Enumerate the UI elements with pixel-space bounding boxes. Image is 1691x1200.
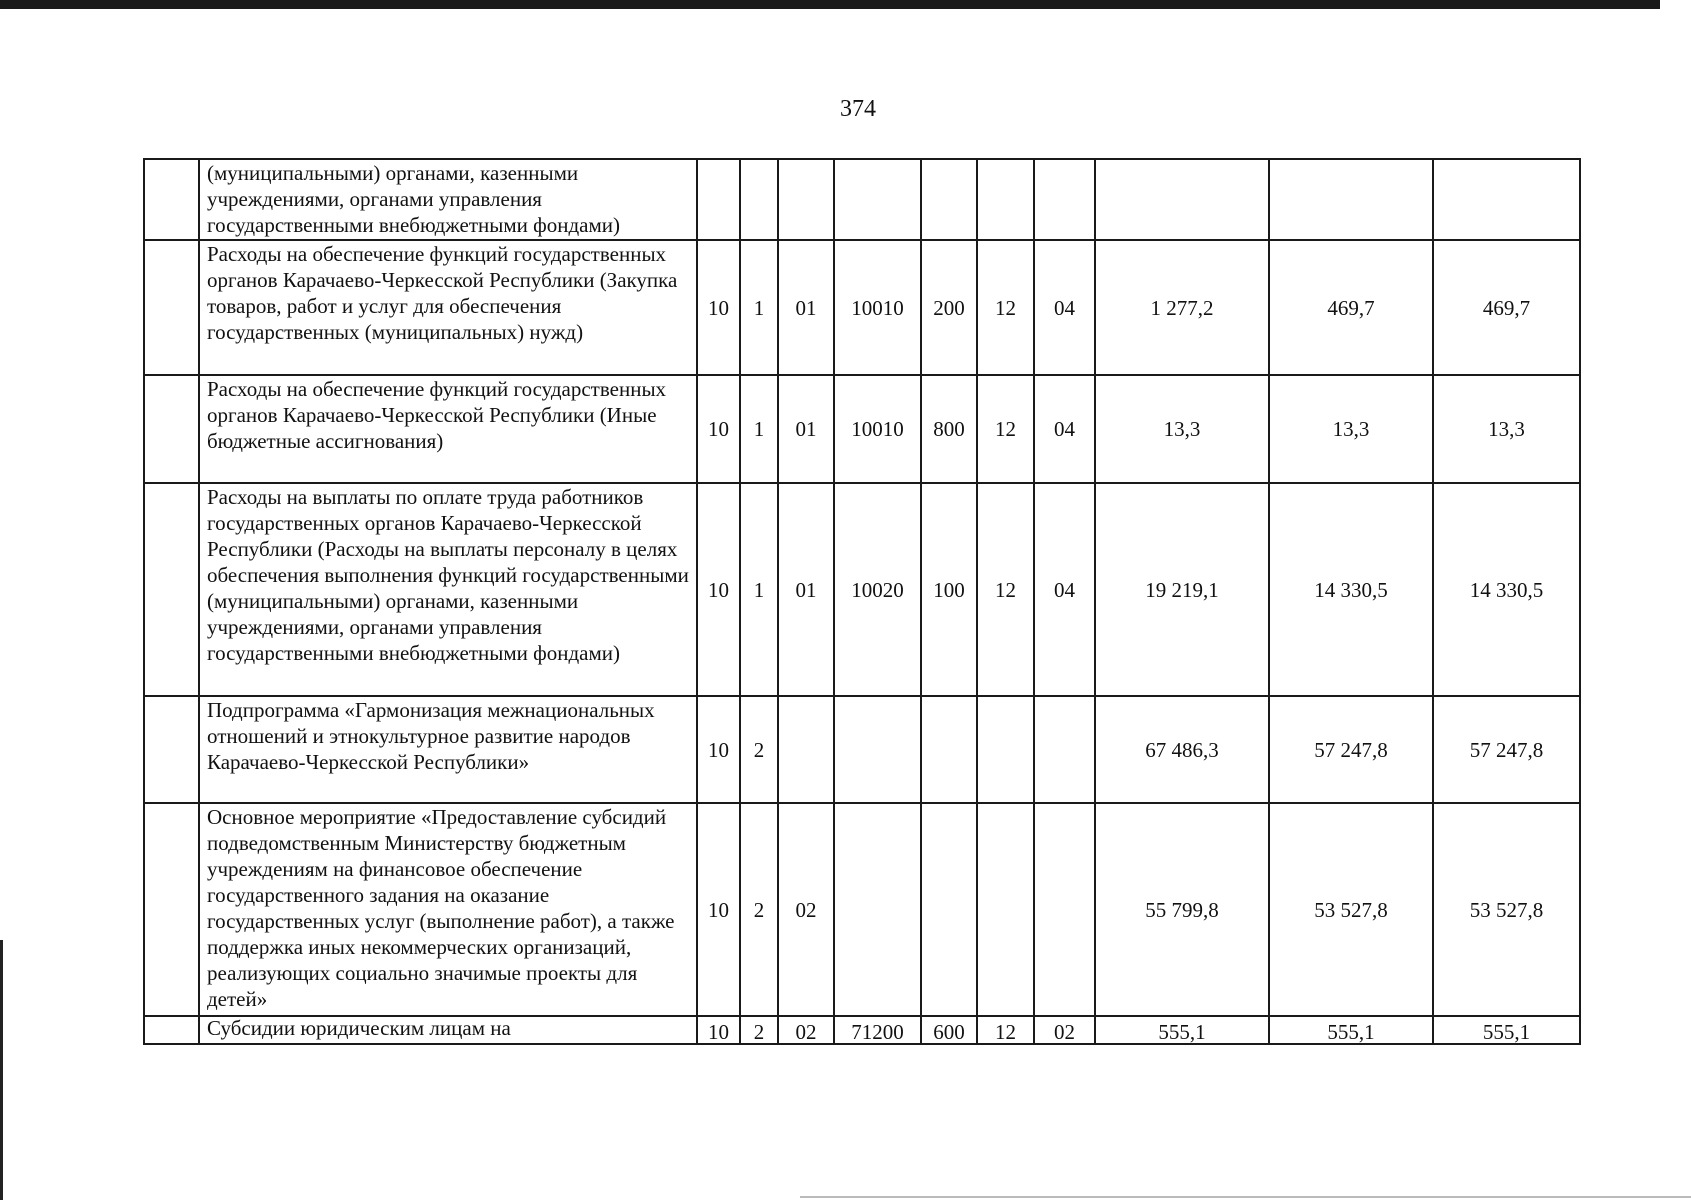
budget-table-body xyxy=(144,159,1580,1044)
row-number-cell xyxy=(144,1016,199,1044)
code-cell: 100 xyxy=(921,483,977,696)
code-cell xyxy=(778,159,834,240)
row-number-cell xyxy=(144,375,199,483)
code-cell xyxy=(834,159,921,240)
code-cell: 10020 xyxy=(834,483,921,696)
amount-cell: 53 527,8 xyxy=(1269,803,1433,1016)
row-number-cell xyxy=(144,159,199,240)
code-cell: 01 xyxy=(778,375,834,483)
scan-top-border xyxy=(0,0,1660,9)
code-cell: 12 xyxy=(977,483,1034,696)
code-cell xyxy=(1034,159,1095,240)
row-number-cell xyxy=(144,240,199,375)
amount-cell: 14 330,5 xyxy=(1269,483,1433,696)
row-description: (муниципальными) органами, казенными учреждениями, органами управления государственными внебюджетными фондами) xyxy=(199,159,697,240)
budget-table xyxy=(143,158,1581,1045)
amount-cell xyxy=(1095,159,1269,240)
amount-cell: 19 219,1 xyxy=(1095,483,1269,696)
row-description: Расходы на выплаты по оплате труда работников государственных органов Карачаево-Черкесской Республики (Расходы на выплаты персоналу в целях обеспечения выполнения функций государственными (муниципальными) органами, казенными учреждениями, органами управления государственными внебюджетными фондами) xyxy=(199,483,697,696)
code-cell xyxy=(834,696,921,803)
row-description: Субсидии юридическим лицам на xyxy=(199,1016,697,1044)
amount-cell: 555,1 xyxy=(1433,1016,1580,1044)
amount-cell: 53 527,8 xyxy=(1433,803,1580,1016)
code-cell xyxy=(1034,696,1095,803)
code-cell: 10 xyxy=(697,240,740,375)
table-row xyxy=(144,483,1580,696)
code-cell: 1 xyxy=(740,375,778,483)
code-cell: 600 xyxy=(921,1016,977,1044)
code-cell xyxy=(977,159,1034,240)
code-cell: 10010 xyxy=(834,375,921,483)
table-row xyxy=(144,803,1580,1016)
row-number-cell xyxy=(144,696,199,803)
table-row xyxy=(144,240,1580,375)
row-number-cell xyxy=(144,483,199,696)
scan-bottom-edge xyxy=(800,1196,1691,1198)
table-row xyxy=(144,696,1580,803)
code-cell: 2 xyxy=(740,696,778,803)
amount-cell: 555,1 xyxy=(1269,1016,1433,1044)
amount-cell: 13,3 xyxy=(1269,375,1433,483)
code-cell xyxy=(697,159,740,240)
amount-cell: 469,7 xyxy=(1269,240,1433,375)
row-number-cell xyxy=(144,803,199,1016)
code-cell: 04 xyxy=(1034,483,1095,696)
amount-cell: 1 277,2 xyxy=(1095,240,1269,375)
table-row xyxy=(144,1016,1580,1044)
page-number: 374 xyxy=(840,96,876,122)
code-cell: 02 xyxy=(778,803,834,1016)
code-cell xyxy=(740,159,778,240)
code-cell: 10 xyxy=(697,696,740,803)
code-cell: 01 xyxy=(778,483,834,696)
code-cell: 200 xyxy=(921,240,977,375)
amount-cell: 555,1 xyxy=(1095,1016,1269,1044)
amount-cell: 57 247,8 xyxy=(1269,696,1433,803)
code-cell: 12 xyxy=(977,375,1034,483)
code-cell: 10010 xyxy=(834,240,921,375)
table-row xyxy=(144,159,1580,240)
code-cell: 04 xyxy=(1034,240,1095,375)
code-cell: 10 xyxy=(697,1016,740,1044)
code-cell xyxy=(921,696,977,803)
amount-cell: 67 486,3 xyxy=(1095,696,1269,803)
code-cell: 12 xyxy=(977,240,1034,375)
amount-cell xyxy=(1433,159,1580,240)
scan-left-edge xyxy=(0,940,3,1200)
code-cell: 02 xyxy=(778,1016,834,1044)
code-cell xyxy=(1034,803,1095,1016)
code-cell: 800 xyxy=(921,375,977,483)
code-cell: 10 xyxy=(697,803,740,1016)
amount-cell: 14 330,5 xyxy=(1433,483,1580,696)
code-cell: 1 xyxy=(740,483,778,696)
amount-cell: 57 247,8 xyxy=(1433,696,1580,803)
code-cell: 10 xyxy=(697,375,740,483)
code-cell: 1 xyxy=(740,240,778,375)
code-cell: 2 xyxy=(740,803,778,1016)
row-description: Подпрограмма «Гармонизация межнациональных отношений и этнокультурное развитие народов Карачаево-Черкесской Республики» xyxy=(199,696,697,803)
code-cell: 12 xyxy=(977,1016,1034,1044)
code-cell: 71200 xyxy=(834,1016,921,1044)
code-cell: 2 xyxy=(740,1016,778,1044)
code-cell: 04 xyxy=(1034,375,1095,483)
code-cell xyxy=(921,803,977,1016)
code-cell xyxy=(834,803,921,1016)
amount-cell: 13,3 xyxy=(1095,375,1269,483)
row-description: Расходы на обеспечение функций государственных органов Карачаево-Черкесской Республики (Закупка товаров, работ и услуг для обеспечения государственных (муниципальных) нужд) xyxy=(199,240,697,375)
code-cell xyxy=(921,159,977,240)
amount-cell: 55 799,8 xyxy=(1095,803,1269,1016)
amount-cell: 13,3 xyxy=(1433,375,1580,483)
code-cell: 10 xyxy=(697,483,740,696)
row-description: Основное мероприятие «Предоставление субсидий подведомственным Министерству бюджетным учреждениям на финансовое обеспечение государственного задания на оказание государственных услуг (выполнение работ), а также поддержка иных некоммерческих организаций, реализующих социально значимые проекты для детей» xyxy=(199,803,697,1016)
code-cell: 01 xyxy=(778,240,834,375)
code-cell xyxy=(977,696,1034,803)
row-description: Расходы на обеспечение функций государственных органов Карачаево-Черкесской Республики (Иные бюджетные ассигнования) xyxy=(199,375,697,483)
amount-cell xyxy=(1269,159,1433,240)
code-cell xyxy=(977,803,1034,1016)
code-cell: 02 xyxy=(1034,1016,1095,1044)
amount-cell: 469,7 xyxy=(1433,240,1580,375)
code-cell xyxy=(778,696,834,803)
table-row xyxy=(144,375,1580,483)
